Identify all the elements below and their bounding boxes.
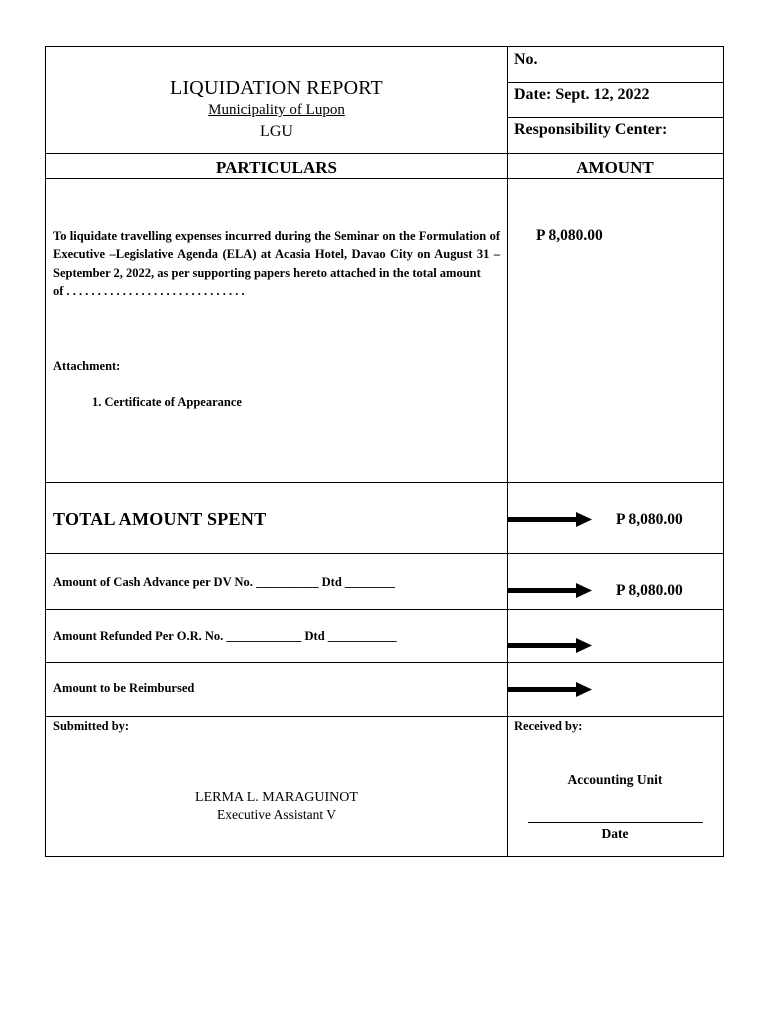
total-label: TOTAL AMOUNT SPENT [53, 509, 267, 529]
attachment-item: 1. Certificate of Appearance [92, 395, 242, 409]
divider-header [46, 153, 723, 154]
responsibility-center-label: Responsibility Center: [514, 121, 668, 138]
refunded-label: Amount Refunded Per O.R. No. ____________ Dtd ___________ [53, 629, 397, 643]
total-value: P 8,080.00 [616, 511, 683, 528]
date-signature-line [528, 822, 703, 823]
amount-heading: AMOUNT [576, 158, 654, 177]
divider-date [507, 117, 723, 118]
particulars-description [53, 227, 500, 300]
reimbursed-label: Amount to be Reimbursed [53, 681, 195, 695]
particulars-amount: P 8,080.00 [536, 227, 603, 244]
received-by-label: Received by: [514, 719, 583, 733]
cash-advance-arrow-icon [508, 582, 598, 600]
description-end: of . . . . . . . . . . . . . . . . . . . . . . . . . . . . . [53, 283, 245, 298]
submitter-name: LERMA L. MARAGUINOT [195, 790, 358, 805]
total-arrow-icon [508, 511, 598, 529]
attachment-label: Attachment: [53, 359, 121, 373]
report-number-label: No. [514, 51, 538, 68]
reimbursed-arrow-icon [508, 681, 598, 699]
particulars-heading: PARTICULARS [216, 158, 337, 177]
divider-cash-advance [46, 609, 723, 610]
accounting-unit-label: Accounting Unit [567, 772, 663, 787]
cash-advance-label: Amount of Cash Advance per DV No. __________ Dtd ________ [53, 575, 395, 589]
submitter-title: Executive Assistant V [217, 807, 336, 822]
divider-reimbursed [46, 716, 723, 717]
date-label: Date [601, 826, 629, 841]
report-date: Date: Sept. 12, 2022 [514, 86, 650, 103]
divider-refunded [46, 662, 723, 663]
divider-no [507, 82, 723, 83]
divider-total [46, 553, 723, 554]
cash-advance-value: P 8,080.00 [616, 582, 683, 599]
divider-particulars [46, 482, 723, 483]
liquidation-report-form [45, 46, 724, 857]
lgu-label: LGU [260, 123, 293, 140]
refunded-arrow-icon [508, 637, 598, 655]
submitted-by-label: Submitted by: [53, 719, 130, 733]
report-title: LIQUIDATION REPORT [170, 77, 383, 99]
divider-column-heads [46, 178, 723, 179]
description-text: To liquidate travelling expenses incurred during the Seminar on the Formulation of Executive –Legislative Agenda (ELA) at Acasia Hotel, Davao City on August 31 – September 2, 2022, as per supporting papers hereto attached in the total amount [53, 229, 500, 280]
municipality-name: Municipality of Lupon [208, 102, 345, 118]
